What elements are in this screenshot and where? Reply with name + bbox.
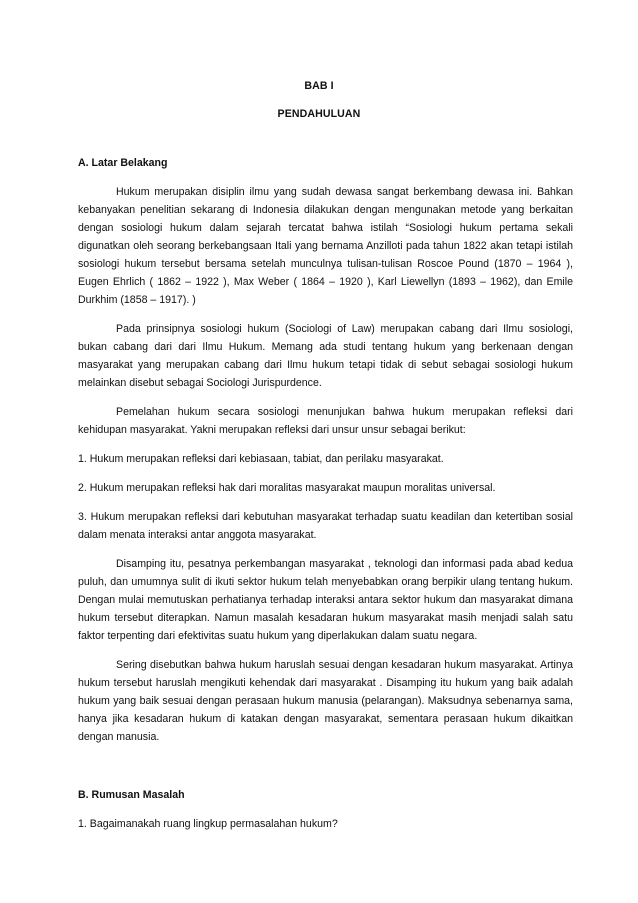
list-item: 3. Hukum merupakan refleksi dari kebutuhan masyarakat terhadap suatu keadilan dan ketertiban sosial dalam menata interaksi antar anggota masyarakat. xyxy=(78,511,573,541)
chapter-title: BAB I xyxy=(304,80,334,92)
paragraph: Disamping itu, pesatnya perkembangan masyarakat , teknologi dan informasi pada abad kedua puluh, dan umumnya sulit di ikuti sektor hukum telah menyebabkan orang berpikir ulang tentang hukum. Dengan mulai memutuskan perhatianya terhadap interaksi antara sektor hukum dan masyarakat dimana hukum tersebut diterapkan. Namun masalah kesadaran hukum masyarakat masih menjadi salah satu faktor terpenting dari efektivitas suatu hukum yang diperlakukan dalam suatu negara. xyxy=(78,558,573,642)
chapter-subtitle: PENDAHULUAN xyxy=(277,108,361,120)
section-a-heading: A. Latar Belakang xyxy=(78,157,168,169)
paragraph: Pemelahan hukum secara sosiologi menunjukan bahwa hukum merupakan refleksi dari kehidupan masyarakat. Yakni merupakan refleksi dari unsur unsur sebagai berikut: xyxy=(78,406,573,436)
list-item: 2. Hukum merupakan refleksi hak dari moralitas masyarakat maupun moralitas universal. xyxy=(78,482,496,494)
document-body xyxy=(78,154,573,833)
paragraph: Hukum merupakan disiplin ilmu yang sudah dewasa sangat berkembang dewasa ini. Bahkan kebanyakan penelitian sekarang di Indonesia dilakukan dengan mengunakan metode yang berkaitan dengan sosiologi hukum dalam sejarah tercatat bahwa istilah “Sosiologi hukum pertama sekali digunatkan oleh seorang berkebangsaan Itali yang bernama Anzilloti pada tahun 1822 akan tetapi istilah sosiologi hukum tersebut bersama setelah munculnya tulisan-tulisan Roscoe Pound (1870 – 1964 ), Eugen Ehrlich ( 1862 – 1922 ), Max Weber ( 1864 – 1920 ), Karl Liewellyn (1893 – 1962), dan Emile Durkhim (1858 – 1917). ) xyxy=(78,186,573,306)
list-item: 1. Bagaimanakah ruang lingkup permasalahan hukum? xyxy=(78,818,338,830)
paragraph: Sering disebutkan bahwa hukum haruslah sesuai dengan kesadaran hukum masyarakat. Artinya hukum tersebut haruslah mengikuti kehendak dari masyarakat . Disamping itu hukum yang baik adalah hukum yang baik sesuai dengan perasaan hukum manusia (pelarangan). Maksudnya sebenarnya sama, hanya jika kesadaran hukum di katakan dengan masyarakat, sementara perasaan hukum dikaitkan dengan manusia. xyxy=(78,659,573,743)
paragraph: Pada prinsipnya sosiologi hukum (Sociologi of Law) merupakan cabang dari Ilmu sosiologi, bukan cabang dari dari Ilmu Hukum. Memang ada studi tentang hukum yang berkenaan dengan masyarakat yang merupakan cabang dari Ilmu hukum tetapi tidak di sebut sebagai sosiologi hukum melainkan disebut sebagai Sociologi Jurispurdence. xyxy=(78,323,573,389)
section-b-heading: B. Rumusan Masalah xyxy=(78,789,185,801)
list-item: 1. Hukum merupakan refleksi dari kebiasaan, tabiat, dan perilaku masyarakat. xyxy=(78,453,444,465)
